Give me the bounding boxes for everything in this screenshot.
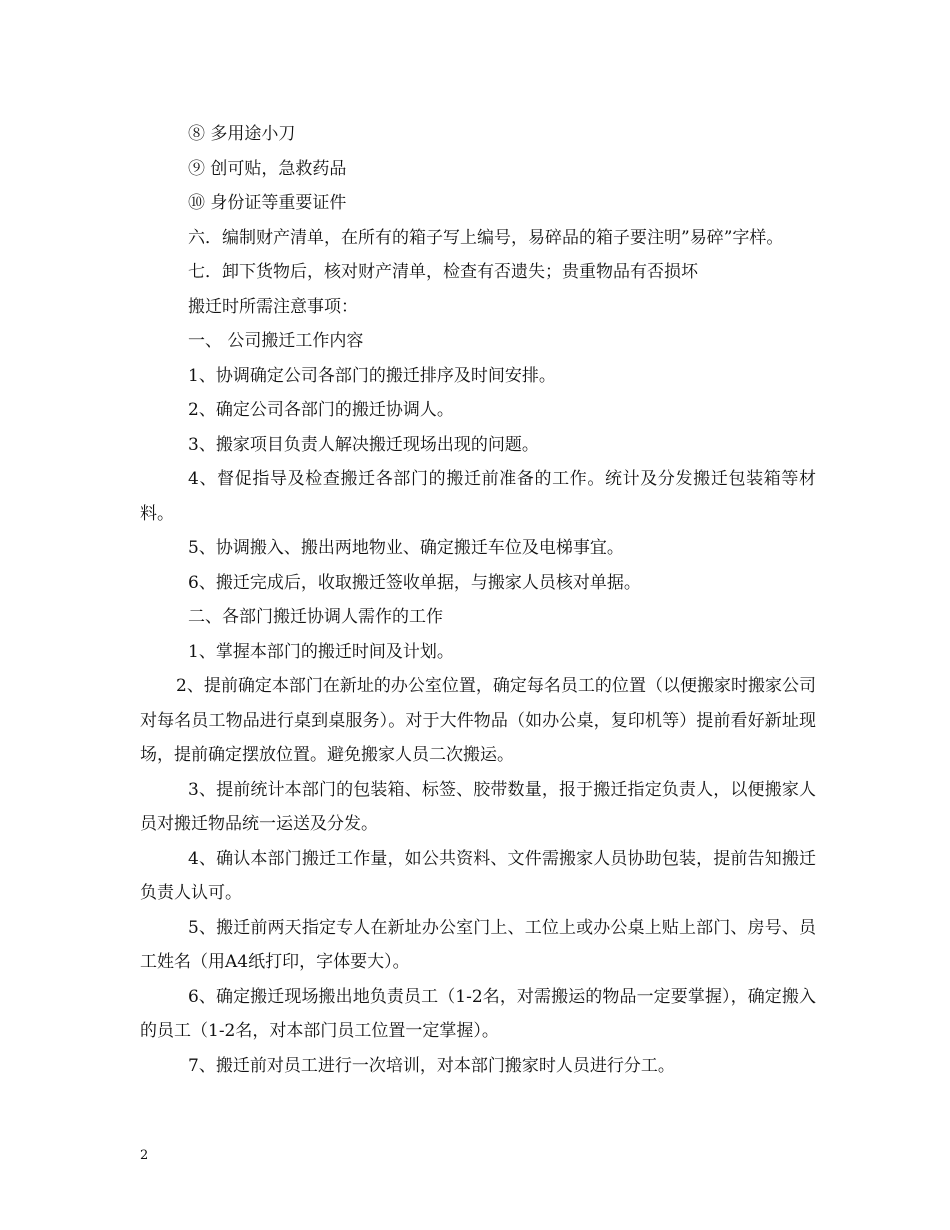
paragraph-notes-heading: 搬迁时所需注意事项：: [188, 296, 358, 317]
paragraph-department-task-4: 4、确认本部门搬迁工作量，如公共资料、文件需搬家人员协助包装，提前告知搬迁负责人认可。: [140, 848, 816, 903]
paragraph-department-task-6: 6、确定搬迁现场搬出地负责员工（1-2名，对需搬运的物品一定要掌握），确定搬入的员工（1-2名，对本部门员工位置一定掌握）。: [140, 986, 816, 1041]
paragraph-company-task-6: 6、搬迁完成后，收取搬迁签收单据，与搬家人员核对单据。: [188, 572, 641, 593]
paragraph-company-task-4: 4、督促指导及检查搬迁各部门的搬迁前准备的工作。统计及分发搬迁包装箱等材料。: [140, 469, 816, 524]
paragraph-department-task-5: 5、搬迁前两天指定专人在新址办公室门上、工位上或办公桌上贴上部门、房号、员工姓名（用A4纸打印，字体要大）。: [140, 917, 816, 972]
paragraph-section-6: 六．编制财产清单，在所有的箱子写上编号，易碎品的箱子要注明”易碎”字样。: [188, 227, 784, 248]
paragraph-item-8: ⑧ 多用途小刀: [188, 124, 296, 144]
paragraph-company-task-5: 5、协调搬入、搬出两地物业、确定搬迁车位及电梯事宜。: [188, 538, 624, 558]
paragraph-item-9: ⑨ 创可贴，急救药品: [188, 158, 347, 179]
paragraph-section-7: 七．卸下货物后，核对财产清单，检查有否遗失；贵重物品有否损坏: [188, 262, 698, 282]
paragraph-company-task-3: 3、搬家项目负责人解决搬迁现场出现的问题。: [188, 434, 539, 455]
heading-department-coordinator-tasks: 二、各部门搬迁协调人需作的工作: [188, 607, 443, 627]
paragraph-department-task-3: 3、提前统计本部门的包装箱、标签、胶带数量，报于搬迁指定负责人，以便搬家人员对搬迁物品统一运送及分发。: [140, 779, 816, 834]
page-number: 2: [140, 1148, 149, 1163]
document-body: [140, 117, 816, 1083]
paragraph-department-task-1: 1、掌握本部门的搬迁时间及计划。: [188, 641, 454, 662]
heading-company-moving-tasks: 一、 公司搬迁工作内容: [188, 331, 364, 351]
paragraph-item-10: ⑩ 身份证等重要证件: [188, 193, 347, 213]
paragraph-department-task-2: 2、提前确定本部门在新址的办公室位置，确定每名员工的位置（以便搬家时搬家公司对每名员工物品进行桌到桌服务）。对于大件物品（如办公桌，复印机等）提前看好新址现场，提前确定摆放位置。避免搬家人员二次搬运。: [140, 676, 816, 765]
paragraph-department-task-7: 7、搬迁前对员工进行一次培训，对本部门搬家时人员进行分工。: [188, 1055, 675, 1076]
paragraph-company-task-1: 1、协调确定公司各部门的搬迁排序及时间安排。: [188, 365, 556, 386]
paragraph-company-task-2: 2、确定公司各部门的搬迁协调人。: [188, 400, 454, 420]
